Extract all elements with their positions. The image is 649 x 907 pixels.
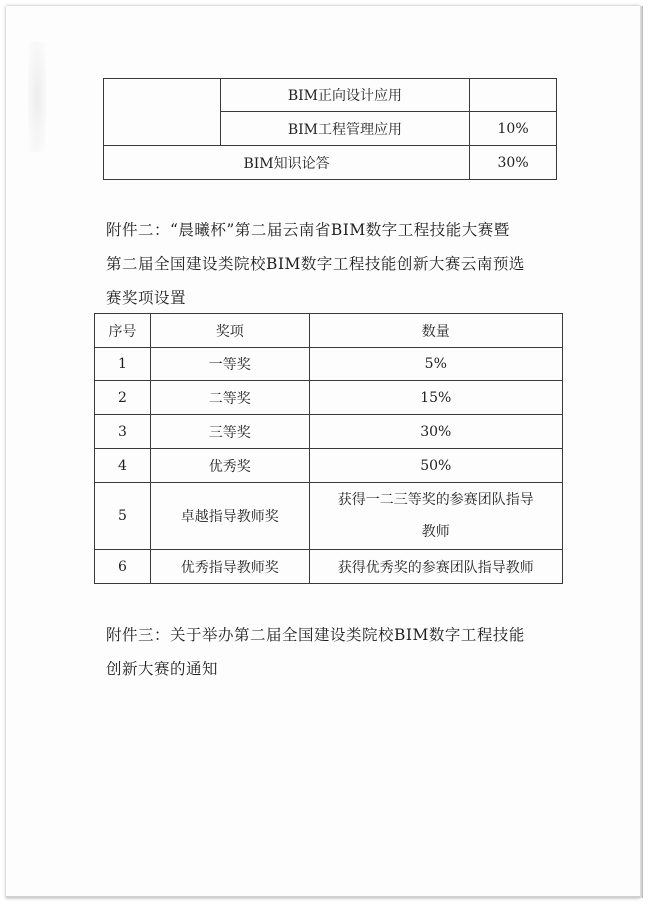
table-cell-item: BIM正向设计应用: [220, 79, 469, 112]
cell-amount: 获得优秀奖的参赛团队指导教师: [309, 550, 562, 584]
cell-no: 4: [95, 449, 151, 483]
merged-category-cell: [104, 79, 221, 146]
scan-smudge: [28, 42, 46, 152]
awards-table: [94, 313, 563, 584]
cell-amount-line: 获得一二三等奖的参赛团队指导: [337, 492, 534, 508]
header-no: 序号: [95, 314, 151, 348]
cell-no: 5: [95, 483, 151, 550]
table-row: [95, 550, 563, 584]
annex-two-line: 附件二：“晨曦杯”第二届云南省BIM数字工程技能大赛暨: [106, 221, 510, 239]
page-edge-bottom: [6, 896, 640, 898]
cell-amount: 15%: [309, 381, 562, 415]
table-cell-weight: [470, 79, 557, 112]
table-row: [104, 146, 557, 180]
cell-award: 优秀指导教师奖: [150, 550, 309, 584]
table-cell-item: BIM工程管理应用: [220, 112, 469, 146]
cell-award: 优秀奖: [150, 449, 309, 483]
cell-no: 2: [95, 381, 151, 415]
table-cell-weight: 30%: [470, 146, 557, 180]
annex-two-line: 赛奖项设置: [106, 289, 187, 307]
cell-award: 三等奖: [150, 415, 309, 449]
cell-no: 6: [95, 550, 151, 584]
annex-three-line: 附件三：关于举办第二届全国建设类院校BIM数字工程技能: [106, 626, 525, 644]
annex-two-heading: [106, 213, 525, 315]
annex-two-line: 第二届全国建设类院校BIM数字工程技能创新大赛云南预选: [106, 255, 525, 273]
table-cell-weight: 10%: [470, 112, 557, 146]
cell-amount: 50%: [309, 449, 562, 483]
header-amount: 数量: [309, 314, 562, 348]
cell-no: 3: [95, 415, 151, 449]
annex-three-heading: [106, 618, 525, 686]
cell-no: 1: [95, 348, 151, 381]
page-edge-right: [640, 6, 643, 898]
cell-amount: 30%: [309, 415, 562, 449]
cell-award: 二等奖: [150, 381, 309, 415]
cell-amount: 5%: [309, 348, 562, 381]
annex-three-line: 创新大赛的通知: [106, 660, 219, 678]
table-row: [95, 483, 563, 550]
table-header-row: [95, 314, 563, 348]
table-row: [104, 79, 557, 112]
cell-award: 一等奖: [150, 348, 309, 381]
cell-amount: [309, 483, 562, 550]
cell-award: 卓越指导教师奖: [150, 483, 309, 550]
cell-amount-line: 教师: [421, 524, 450, 540]
table-row: [95, 381, 563, 415]
table-row: [95, 415, 563, 449]
table-row: [95, 348, 563, 381]
table-cell-item: BIM知识论答: [104, 146, 470, 180]
scoring-table: [103, 78, 557, 180]
header-award: 奖项: [150, 314, 309, 348]
table-row: [95, 449, 563, 483]
